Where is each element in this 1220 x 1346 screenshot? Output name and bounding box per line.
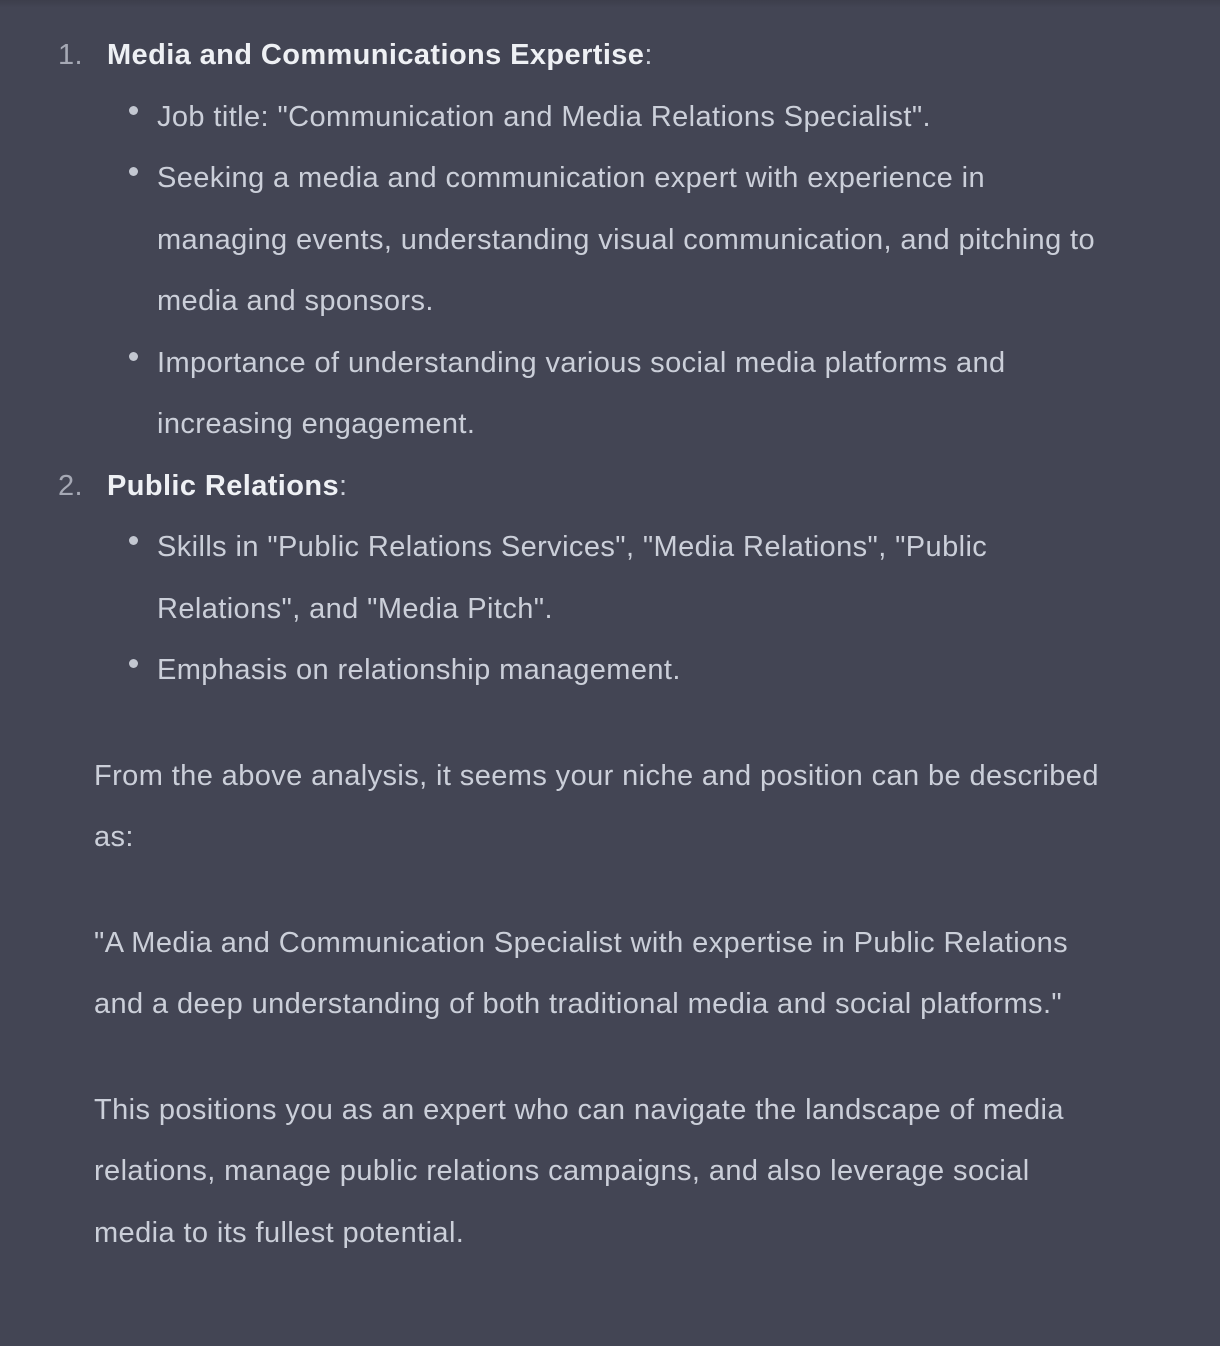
paragraph: From the above analysis, it seems your niche and position can be described as: xyxy=(94,759,1099,853)
bullet-item xyxy=(107,87,1107,149)
paragraph: "A Media and Communication Specialist with expertise in Public Relations and a deep understanding of both traditional media and social platforms." xyxy=(94,926,1069,1020)
bullet-text: Skills in "Public Relations Services", "Media Relations", "Public Relations", and "Media Pitch". xyxy=(157,531,988,625)
bullet-item xyxy=(107,148,1107,333)
bullet-item xyxy=(107,517,1107,640)
bullet-text: Job title: "Communication and Media Relations Specialist". xyxy=(157,100,931,133)
bullet-list xyxy=(107,517,1107,702)
list-number: 1. xyxy=(58,39,83,71)
bullet-item xyxy=(107,640,1107,702)
bullet-marker-icon xyxy=(129,659,138,668)
list-number: 2. xyxy=(58,469,83,502)
list-item-title xyxy=(107,25,1220,87)
paragraph-block xyxy=(0,746,1220,1265)
bullet-marker-icon xyxy=(129,106,138,115)
bullet-marker-icon xyxy=(129,167,138,176)
list-item-title-text: Public Relations xyxy=(107,469,339,502)
bullet-item xyxy=(107,333,1107,456)
list-item-public-relations xyxy=(58,456,1220,702)
top-shade xyxy=(0,0,1220,8)
bullet-marker-icon xyxy=(129,536,138,545)
bullet-text: Emphasis on relationship management. xyxy=(157,654,681,686)
list-item-title-colon: : xyxy=(339,469,348,502)
bullet-list xyxy=(107,87,1107,456)
paragraph: This positions you as an expert who can navigate the landscape of media relations, manage public relations campaigns, and also leverage social media to its fullest potential. xyxy=(94,1093,1064,1249)
numbered-list xyxy=(0,25,1220,702)
list-item-title-text: Media and Communications Expertise xyxy=(107,39,645,71)
list-item-title xyxy=(107,456,1220,518)
bullet-text: Importance of understanding various social media platforms and increasing engagement. xyxy=(157,346,1006,440)
bullet-marker-icon xyxy=(129,352,138,361)
list-item-body xyxy=(107,456,1220,702)
list-item-title-colon: : xyxy=(644,39,653,71)
list-item-media-expertise xyxy=(58,25,1220,456)
list-item-body xyxy=(107,25,1220,456)
bullet-text: Seeking a media and communication expert with experience in managing events, understanding visual communication, and pitching to media and sponsors. xyxy=(157,162,1096,317)
